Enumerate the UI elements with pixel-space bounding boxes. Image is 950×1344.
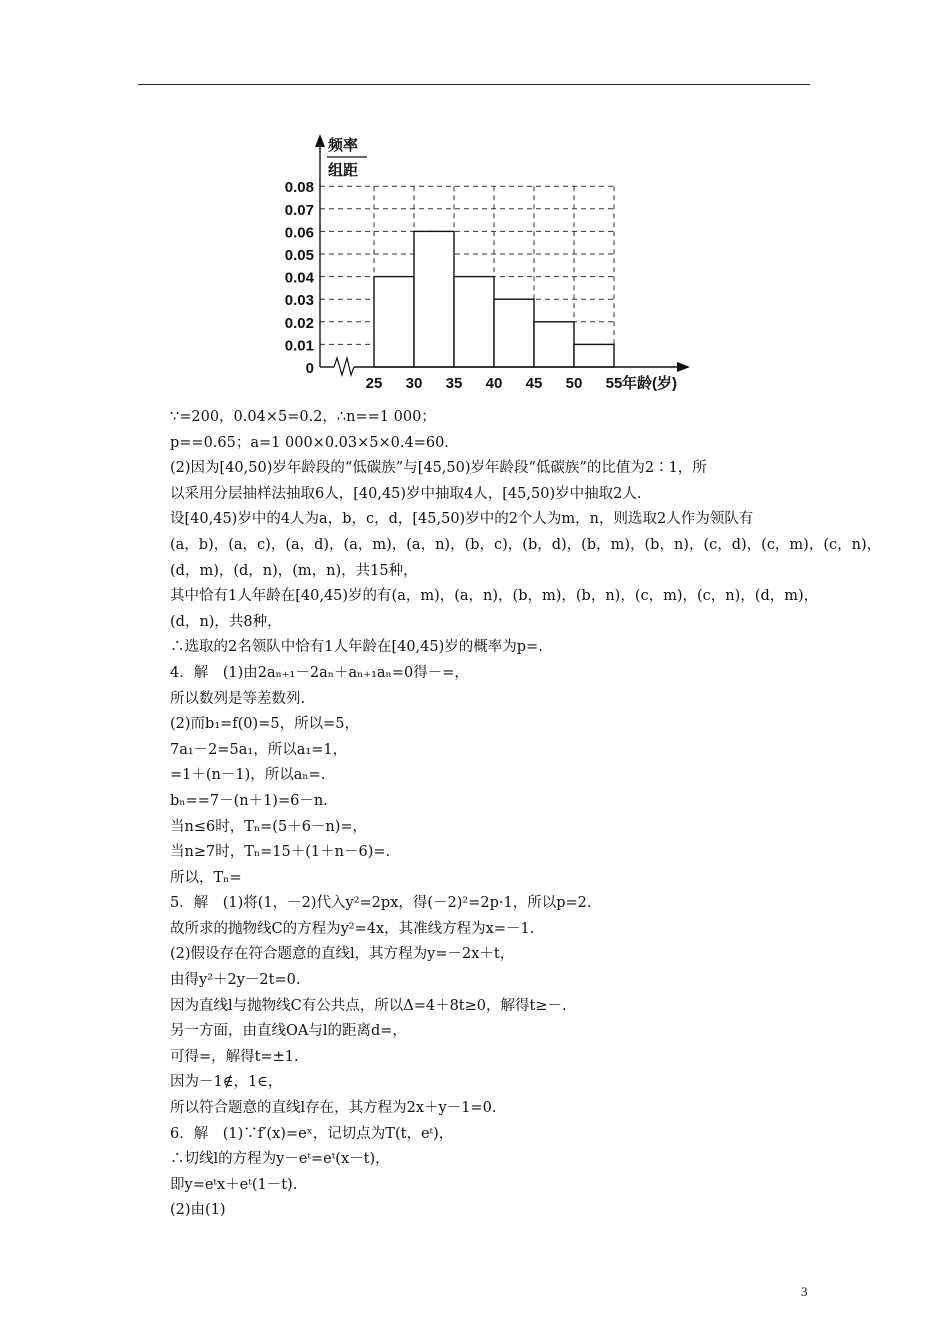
y-axis-arrow	[315, 134, 325, 147]
x-tick-label: 35	[445, 375, 463, 392]
text-line: 所以数列是等差数列.	[170, 690, 306, 707]
x-tick-label: 40	[485, 375, 503, 392]
text-line: (2)而b₁=f(0)=5，所以=5，	[170, 716, 359, 733]
text-line: 即y=eᵗx＋eᵗ(1－t).	[170, 1176, 298, 1193]
text-line: 6．解 (1)∵f′(x)=eˣ，记切点为T(t，eᵗ)，	[170, 1125, 454, 1142]
text-line: 由得y²＋2y－2t=0.	[170, 972, 301, 989]
text-line: (2)因为[40,50)岁年龄段的“低碳族”与[45,50)岁年龄段“低碳族”的比值为2∶1，所	[170, 460, 707, 477]
page-number: 3	[801, 1284, 808, 1299]
text-line: 当n≤6时，Tₙ=(5＋6－n)=，	[170, 818, 368, 835]
y-axis-label-numerator: 频率	[328, 137, 359, 154]
y-tick-label: 0.07	[284, 201, 314, 219]
x-tick-label: 45	[525, 375, 543, 392]
header-rule	[138, 84, 810, 85]
text-line: 所以符合题意的直线l存在，其方程为2x＋y－1=0.	[170, 1100, 497, 1117]
text-line: (d，m)，(d，n)，(m，n)，共15种，	[170, 562, 418, 579]
histogram-bar	[534, 322, 574, 367]
x-tick-label: 50	[565, 375, 583, 392]
x-tick-label: 30	[405, 375, 423, 392]
x-tick-label: 25	[365, 375, 383, 392]
histogram-svg	[272, 128, 702, 398]
text-line: 因为直线l与抛物线C有公共点，所以Δ=4＋8t≥0，解得t≥－.	[170, 997, 567, 1014]
x-axis-arrow	[677, 362, 690, 372]
histogram-bar	[374, 277, 414, 367]
text-line: 可得=，解得t=±1.	[170, 1048, 299, 1065]
histogram-bar	[454, 277, 494, 367]
y-tick-label: 0.06	[284, 224, 314, 242]
text-line: ∴选取的2名领队中恰有1人年龄在[40,45)岁的概率为p=.	[170, 639, 543, 656]
y-tick-label: 0.05	[284, 247, 314, 264]
text-line: 故所求的抛物线C的方程为y²=4x，其准线方程为x=－1.	[170, 920, 535, 937]
text-line: p==0.65；a=1 000×0.03×5×0.4=60.	[170, 434, 449, 451]
text-line: (2)由(1)	[170, 1202, 226, 1219]
text-line: 当n≥7时，Tₙ=15＋(1＋n－6)=.	[170, 844, 391, 861]
text-line: 因为－1∉，1∈，	[170, 1074, 283, 1091]
frequency-histogram	[272, 128, 702, 398]
text-line: ∴切线l的方程为y－eᵗ=eᵗ(x－t)，	[170, 1151, 390, 1168]
text-line: 其中恰有1人年龄在[40,45)岁的有(a，m)，(a，n)，(b，m)，(b，n)，(c，m)，(c，n)，(d，m)，	[170, 588, 819, 605]
histogram-bar	[414, 231, 454, 367]
text-line: 所以，Tₙ=	[170, 869, 242, 886]
text-line: 以采用分层抽样法抽取6人，[40,45)岁中抽取4人，[45,50)岁中抽取2人.	[170, 485, 642, 502]
solution-text	[170, 405, 882, 1224]
text-line: ∵=200，0.04×5=0.2，∴n==1 000；	[170, 409, 436, 425]
axis-break-mark	[334, 358, 354, 375]
y-tick-label: 0.03	[284, 292, 314, 310]
y-axis-label-denominator: 组距	[328, 162, 359, 179]
text-line: bₙ==7－(n＋1)=6－n.	[170, 792, 328, 809]
text-line: (2)假设存在符合题意的直线l，其方程为y=－2x＋t，	[170, 946, 515, 963]
x-axis-label: 年龄(岁)	[622, 375, 677, 392]
text-line: 4．解 (1)由2aₙ₊₁－2aₙ＋aₙ₊₁aₙ=0得－=，	[170, 664, 469, 681]
histogram-bar	[494, 299, 534, 367]
text-line: 设[40,45)岁中的4人为a，b，c，d，[45,50)岁中的2个人为m，n，则选取2人作为领队有	[170, 511, 754, 528]
x-tick-label: 55	[605, 375, 623, 392]
y-tick-label: 0.02	[284, 314, 314, 332]
text-line: 另一方面，由直线OA与l的距离d=，	[170, 1023, 407, 1040]
y-tick-label: 0	[305, 360, 314, 377]
text-line: 5．解 (1)将(1，－2)代入y²=2px，得(－2)²=2p·1，所以p=2.	[170, 895, 592, 912]
y-tick-label: 0.01	[284, 337, 314, 355]
text-line: (a，b)，(a，c)，(a，d)，(a，m)，(a，n)，(b，c)，(b，d)，(b，m)，(b，n)，(c，d)，(c，m)，(c，n)，	[170, 536, 882, 553]
histogram-bar	[574, 344, 614, 367]
y-tick-label: 0.08	[284, 179, 314, 197]
text-line: =1＋(n－1)，所以aₙ=.	[170, 767, 326, 784]
y-tick-label: 0.04	[284, 269, 314, 287]
text-line: (d，n)，共8种，	[170, 613, 282, 630]
text-line: 7a₁－2=5a₁，所以a₁=1，	[170, 741, 348, 758]
